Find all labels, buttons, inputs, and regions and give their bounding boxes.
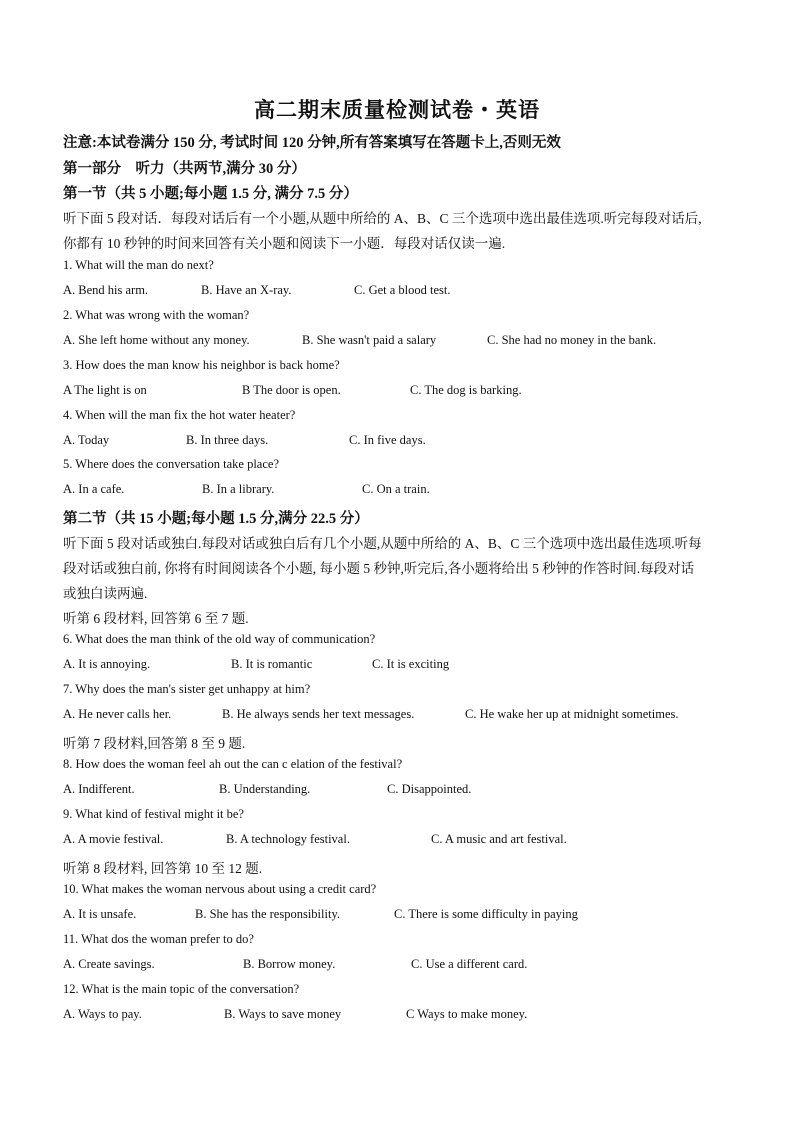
q11-option-b: B. Borrow money. bbox=[243, 957, 336, 971]
q8-option-c: C. Disappointed. bbox=[387, 782, 472, 796]
q6-option-a: A. It is annoying. bbox=[63, 657, 151, 671]
q5-option-a: A. In a cafe. bbox=[63, 482, 125, 496]
q3-option-a: A The light is on bbox=[63, 383, 147, 397]
part-one-heading: 第一部分 听力（共两节,满分 30 分） bbox=[63, 161, 306, 177]
question-3: 3. How does the man know his neighbor is back home? bbox=[63, 358, 340, 372]
q2-option-a: A. She left home without any money. bbox=[63, 333, 250, 347]
notice: 注意:本试卷满分 150 分, 考试时间 120 分钟,所有答案填写在答题卡上,否则无效 bbox=[63, 135, 561, 151]
material-7-heading: 听第 7 段材料,回答第 8 至 9 题. bbox=[63, 736, 246, 751]
section-two-heading: 第二节（共 15 小题;每小题 1.5 分,满分 22.5 分） bbox=[63, 511, 369, 527]
q11-option-c: C. Use a different card. bbox=[411, 957, 528, 971]
q1-option-c: C. Get a blood test. bbox=[354, 283, 451, 297]
q3-option-c: C. The dog is barking. bbox=[410, 383, 522, 397]
question-7: 7. Why does the man's sister get unhappy at him? bbox=[63, 682, 311, 696]
q12-option-b: B. Ways to save money bbox=[224, 1007, 342, 1021]
material-6-heading: 听第 6 段材料, 回答第 6 至 7 题. bbox=[63, 611, 249, 626]
q8-option-a: A. Indifferent. bbox=[63, 782, 135, 796]
question-12: 12. What is the main topic of the conversation? bbox=[63, 982, 300, 996]
q1-option-a: A. Bend his arm. bbox=[63, 283, 149, 297]
q10-option-a: A. It is unsafe. bbox=[63, 907, 137, 921]
q8-option-b: B. Understanding. bbox=[219, 782, 311, 796]
question-1: 1. What will the man do next? bbox=[63, 258, 214, 272]
q6-option-c: C. It is exciting bbox=[372, 657, 450, 671]
section-one-instructions-line1: 听下面 5 段对话．每段对话后有一个小题,从题中所给的 A、B、C 三个选项中选出最佳选项.听完每段对话后, bbox=[63, 211, 702, 226]
question-8: 8. How does the woman feel ah out the can c elation of the festival? bbox=[63, 757, 403, 771]
question-6: 6. What does the man think of the old way of communication? bbox=[63, 632, 376, 646]
question-4: 4. When will the man fix the hot water heater? bbox=[63, 408, 296, 422]
page-title: 高二期末质量检测试卷・英语 bbox=[254, 98, 540, 122]
q2-option-c: C. She had no money in the bank. bbox=[487, 333, 657, 347]
q9-option-c: C. A music and art festival. bbox=[431, 832, 567, 846]
q4-option-b: B. In three days. bbox=[186, 433, 269, 447]
q7-option-c: C. He wake her up at midnight sometimes. bbox=[465, 707, 679, 721]
section-one-heading: 第一节（共 5 小题;每小题 1.5 分, 满分 7.5 分） bbox=[63, 186, 358, 202]
q1-option-b: B. Have an X-ray. bbox=[201, 283, 292, 297]
q9-option-a: A. A movie festival. bbox=[63, 832, 164, 846]
material-8-heading: 听第 8 段材料, 回答第 10 至 12 题. bbox=[63, 861, 263, 876]
section-two-instructions-line3: 或独白读两遍. bbox=[63, 586, 148, 601]
q7-option-b: B. He always sends her text messages. bbox=[222, 707, 415, 721]
section-two-instructions-line2: 段对话或独白前, 你将有时间阅读各个小题, 每小题 5 秒钟,听完后,各小题将给出 5 秒钟的作答时间.每段对话 bbox=[63, 561, 695, 576]
q11-option-a: A. Create savings. bbox=[63, 957, 155, 971]
question-9: 9. What kind of festival might it be? bbox=[63, 807, 244, 821]
q10-option-c: C. There is some difficulty in paying bbox=[394, 907, 578, 921]
section-one-instructions-line2: 你都有 10 秒钟的时间来回答有关小题和阅读下一小题．每段对话仅读一遍. bbox=[63, 236, 506, 251]
q5-option-c: C. On a train. bbox=[362, 482, 430, 496]
q12-option-a: A. Ways to pay. bbox=[63, 1007, 142, 1021]
q10-option-b: B. She has the responsibility. bbox=[195, 907, 341, 921]
q9-option-b: B. A technology festival. bbox=[226, 832, 350, 846]
question-2: 2. What was wrong with the woman? bbox=[63, 308, 250, 322]
question-11: 11. What dos the woman prefer to do? bbox=[63, 932, 254, 946]
section-two-instructions-line1: 听下面 5 段对话或独白.每段对话或独白后有几个小题,从题中所给的 A、B、C 三个选项中选出最佳选项.听每 bbox=[63, 536, 702, 551]
q6-option-b: B. It is romantic bbox=[231, 657, 313, 671]
q12-option-c: C Ways to make money. bbox=[406, 1007, 528, 1021]
q7-option-a: A. He never calls her. bbox=[63, 707, 172, 721]
q4-option-a: A. Today bbox=[63, 433, 110, 447]
question-10: 10. What makes the woman nervous about using a credit card? bbox=[63, 882, 377, 896]
q4-option-c: C. In five days. bbox=[349, 433, 426, 447]
q3-option-b: B The door is open. bbox=[242, 383, 341, 397]
q2-option-b: B. She wasn't paid a salary bbox=[302, 333, 437, 347]
q5-option-b: B. In a library. bbox=[202, 482, 275, 496]
question-5: 5. Where does the conversation take place? bbox=[63, 457, 279, 471]
